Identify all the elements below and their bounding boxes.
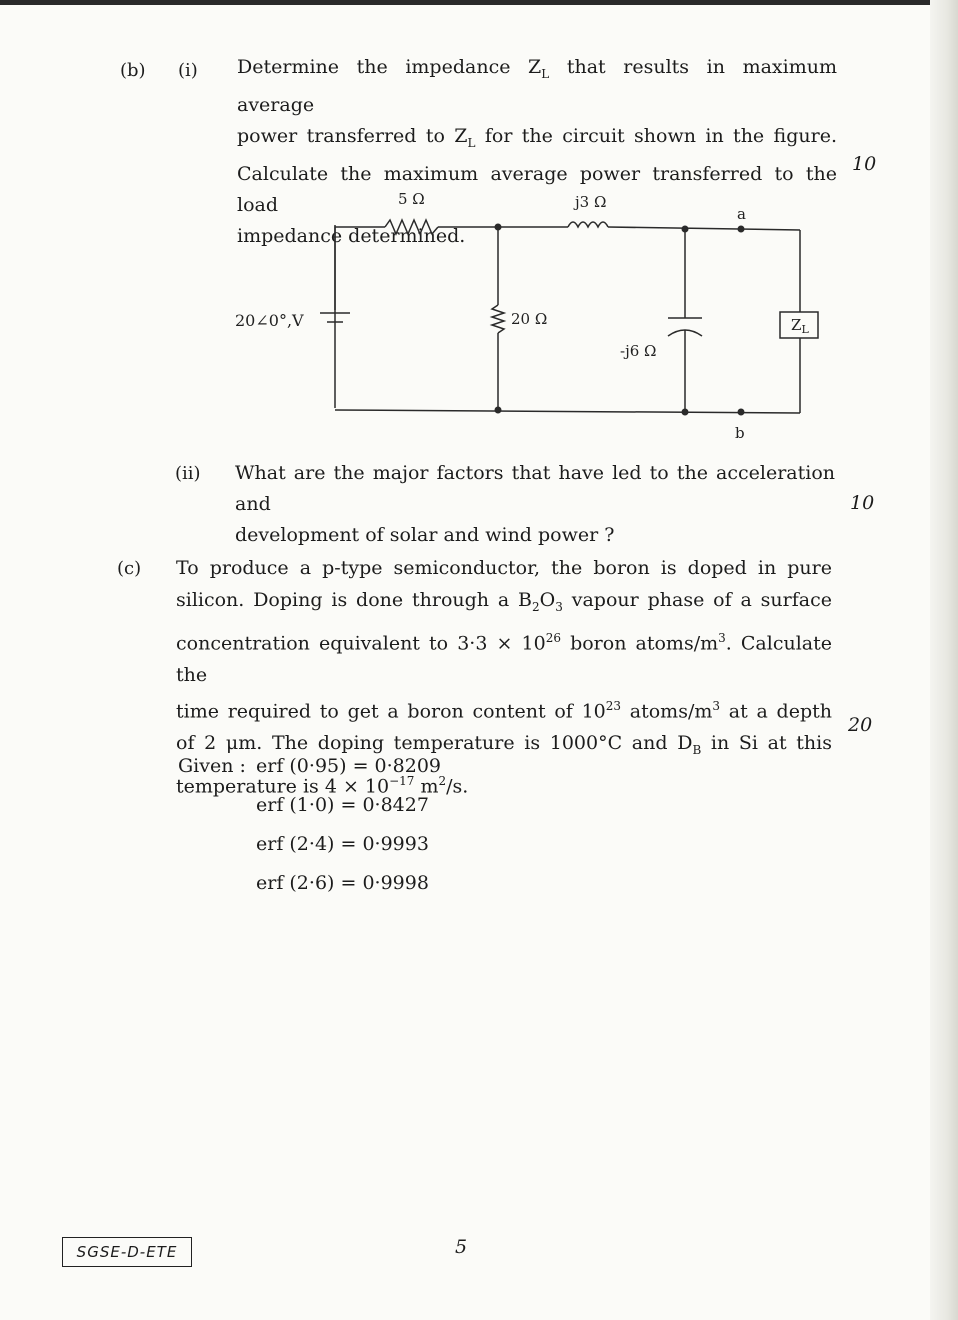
part-b-ii-marks: 10 (850, 492, 875, 514)
paper-code-stamp: SGSE-D-ETE (62, 1237, 192, 1267)
part-b-ii-question: What are the major factors that have led to the acceleration and development of solar and wind power ? (235, 462, 835, 546)
part-c-label: (c) (117, 558, 142, 579)
label-capacitor: -j6 Ω (620, 342, 657, 360)
erf-value: erf (2·6) = 0·9998 (256, 872, 429, 894)
page-right-edge (930, 0, 958, 1320)
node-dot (495, 224, 502, 231)
wire-bottom (335, 410, 800, 413)
part-b-i-marks: 10 (852, 153, 877, 175)
resistor-5-ohm (385, 220, 438, 234)
node-a-dot (738, 226, 745, 233)
part-b-ii-label: (ii) (175, 463, 201, 484)
part-c-question: To produce a p-type semiconductor, the boron is doped in pure silicon. Doping is done through a $B_2O_3$ vapour phase of a surface concentration equivalent to $3\cdot 3 \times 10^{26}$ boron atoms/$m^3$. Calculate the time required to get a boron content of $10^{23}$ atoms/$m^3$ at a depth of 2 μm. The doping temperature is 1000°C and $D_B$ in Si at this temperature is $4 \times 10^{-17}$ $m^2/s$. (176, 557, 833, 798)
wire-top-right (608, 227, 800, 230)
part-b-i-question: Determine the impedance $Z_L$ that results in maximum average power transferred to $Z_L$ for the circuit shown in the figure. Calculate the maximum average power transferred to the load impedance determined. (237, 56, 837, 247)
node-dot (495, 407, 502, 414)
given-label: Given : (178, 755, 246, 777)
page-number: 5 (455, 1236, 468, 1258)
part-b-label: (b) (120, 60, 146, 81)
label-source: 20∠0°,V (235, 311, 304, 330)
resistor-20-ohm (492, 305, 504, 333)
label-inductor: j3 Ω (575, 193, 607, 211)
label-r2: 20 Ω (511, 310, 548, 328)
part-c-marks: 20 (848, 714, 873, 736)
label-node-a: a (737, 205, 746, 223)
label-load: $Z_L$ (791, 316, 809, 336)
page-top-edge (0, 0, 958, 5)
label-node-b: b (735, 424, 745, 442)
erf-value: erf (0·95) = 0·8209 (256, 755, 442, 777)
erf-value: erf (2·4) = 0·9993 (256, 833, 429, 855)
node-b-dot (738, 409, 745, 416)
node-dot (682, 226, 689, 233)
inductor-j3 (568, 222, 608, 227)
circuit-diagram (220, 180, 840, 445)
node-dot (682, 409, 689, 416)
part-b-i-label: (i) (178, 60, 198, 81)
label-r1: 5 Ω (398, 190, 425, 208)
erf-value: erf (1·0) = 0·8427 (256, 794, 429, 816)
wire-left-top (335, 227, 385, 408)
